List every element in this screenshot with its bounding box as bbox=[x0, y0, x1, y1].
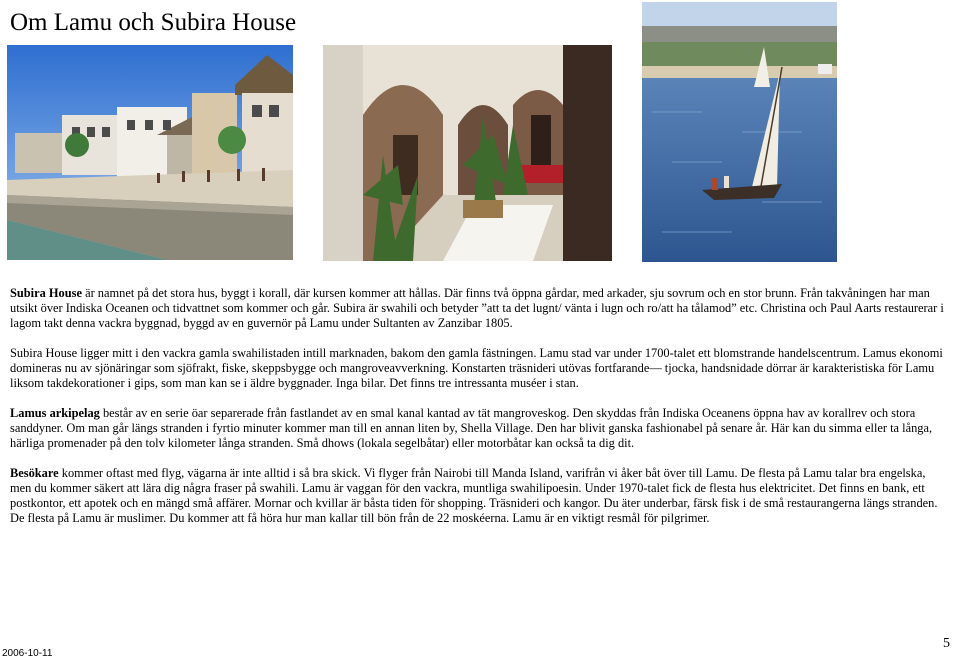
paragraph-visitors bbox=[10, 466, 945, 526]
dhow-sailboat-photo bbox=[642, 2, 837, 262]
courtyard-arches-photo bbox=[323, 45, 612, 261]
paragraph-lead: Besökare bbox=[10, 466, 59, 480]
page-title: Om Lamu och Subira House bbox=[10, 9, 297, 36]
paragraph-archipelago bbox=[10, 406, 945, 451]
paragraph-location bbox=[10, 346, 945, 391]
paragraph-text: är namnet på det stora hus, byggt i korall, där kursen kommer att hållas. Där finns två öppna gårdar, med arkader, sju sovrum och en stor brunn. Från takvåningen har man utsikt över Indiska Oceanen och tidvattnet som kommer och går. Subira är swahili och betyder ”att ta det lugnt/ vänta i lugn och ro/att ha tålamod” etc. Christina och Paul Aarts restaurerar i lagom takt denna vackra byggnad, byggd av en guvernör på Lamu under Sultanten av Zanzibar 1805. bbox=[10, 286, 944, 330]
article-body bbox=[10, 286, 945, 541]
page-number: 5 bbox=[943, 636, 950, 651]
footer-date: 2006-10-11 bbox=[2, 648, 53, 659]
paragraph-lead: Subira House bbox=[10, 286, 82, 300]
paragraph-text: kommer oftast med flyg, vägarna är inte alltid i så bra skick. Vi flyger från Nairobi till Manda Island, varifrån vi åker båt över till Lamu. De flesta på Lamu talar bra engelska, men du kommer säkert att lära dig några fraser på swahili. Lamu är vaggan för den vackra, muntliga swahilipoesin. Under 1970-talet fick de flesta hus elektricitet. Det finns en bank, ett postkontor, ett apotek och en mängd små affärer. Mornar och kvillar är båsta tiden för shopping. Träsnideri och kangor. Du äter underbar, färsk fisk i de små restaurangerna längs stranden. De flesta på Lamu är muslimer. Du kommer att få höra hur man kallar till bön från de 22 moskéerna. Lamu är en viktigt resmål för pilgrimer. bbox=[10, 466, 938, 525]
paragraph-text: består av en serie öar separerade från fastlandet av en smal kanal kantad av tät mangroveskog. Den skyddas från Indiska Oceanens öppna hav av korallrev och stora sanddyner. Om man går längs stranden i fyrtio minuter kommer man till en annan liten by, Shella Village. Den har blivit ganska fashionabel på senare år. Här kan du simma eller ta långa, härliga promenader på den tolv kilometer långa stranden. Små dhows (lokala segelbåtar) eller motorbåtar kan också ta dig dit. bbox=[10, 406, 933, 450]
paragraph-subira-house bbox=[10, 286, 945, 331]
paragraph-text: Subira House ligger mitt i den vackra gamla swahilistaden intill marknaden, bakom den gamla fästningen. Lamu stad var under 1700-talet ett blomstrande handelscentrum. Lamus ekonomi domineras nu av sjönäringar som sjöfrakt, fiske, skeppsbygge och mangroveavverkning. Konstarten träsnideri utövas fortfarande— tjocka, handsnidade dörrar är karakteristiska för Lamu liksom takdekorationer i gips, som man kan se i äldre byggnader. Inga bilar. Det finns tre intressanta muséer i stan. bbox=[10, 346, 943, 390]
lamu-waterfront-photo bbox=[7, 45, 293, 260]
paragraph-lead: Lamus arkipelag bbox=[10, 406, 100, 420]
